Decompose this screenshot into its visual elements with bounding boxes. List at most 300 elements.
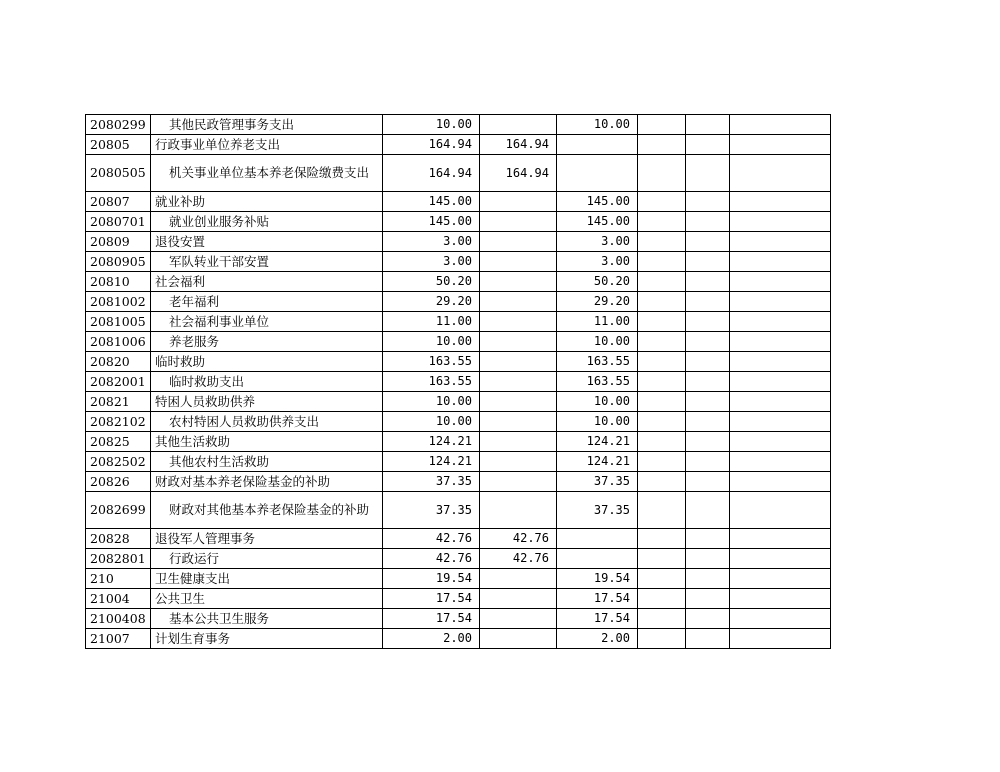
name-text: 临时救助 <box>155 353 206 369</box>
table-row <box>86 412 831 432</box>
total-value: 2.00 <box>443 631 472 645</box>
code-cell <box>86 155 151 192</box>
code-cell <box>86 452 151 472</box>
total-value: 17.54 <box>435 591 472 605</box>
basic-cell <box>480 115 557 135</box>
project-value: 19.54 <box>593 571 630 585</box>
code-text: 2080701 <box>90 213 146 229</box>
empty-cell <box>686 412 730 432</box>
empty-cell <box>686 392 730 412</box>
name-cell <box>151 412 383 432</box>
project-cell <box>557 212 638 232</box>
name-text: 计划生育事务 <box>155 630 231 646</box>
code-text: 21007 <box>90 630 130 646</box>
project-cell <box>557 115 638 135</box>
code-text: 20807 <box>90 193 130 209</box>
table-row <box>86 629 831 649</box>
total-cell <box>383 312 480 332</box>
budget-table-sheet <box>85 114 831 649</box>
basic-cell <box>480 529 557 549</box>
empty-cell <box>638 312 686 332</box>
table-row <box>86 452 831 472</box>
basic-cell <box>480 272 557 292</box>
code-cell <box>86 135 151 155</box>
name-text: 退役军人管理事务 <box>155 530 256 546</box>
code-cell <box>86 232 151 252</box>
project-cell <box>557 492 638 529</box>
empty-cell <box>730 192 831 212</box>
project-value: 11.00 <box>593 314 630 328</box>
total-value: 3.00 <box>443 234 472 248</box>
total-value: 145.00 <box>428 194 472 208</box>
basic-cell <box>480 292 557 312</box>
project-cell <box>557 232 638 252</box>
table-row <box>86 252 831 272</box>
project-value: 2.00 <box>601 631 630 645</box>
name-text: 财政对其他基本养老保险基金的补助 <box>169 502 370 517</box>
code-cell <box>86 529 151 549</box>
total-cell <box>383 549 480 569</box>
project-value: 37.35 <box>593 502 630 517</box>
project-value: 10.00 <box>593 334 630 348</box>
name-cell <box>151 472 383 492</box>
code-text: 2080905 <box>90 253 146 269</box>
name-cell <box>151 492 383 529</box>
basic-cell <box>480 452 557 472</box>
basic-cell <box>480 352 557 372</box>
basic-cell <box>480 212 557 232</box>
basic-cell <box>480 589 557 609</box>
basic-cell <box>480 432 557 452</box>
name-cell <box>151 372 383 392</box>
code-cell <box>86 432 151 452</box>
name-text: 就业创业服务补贴 <box>169 213 270 229</box>
project-value: 10.00 <box>593 394 630 408</box>
project-value: 3.00 <box>601 254 630 268</box>
name-cell <box>151 155 383 192</box>
name-cell <box>151 352 383 372</box>
table-row <box>86 115 831 135</box>
total-cell <box>383 629 480 649</box>
project-cell <box>557 372 638 392</box>
name-text: 养老服务 <box>169 333 220 349</box>
table-row <box>86 609 831 629</box>
empty-cell <box>686 629 730 649</box>
empty-cell <box>730 609 831 629</box>
name-text: 公共卫生 <box>155 590 206 606</box>
project-cell <box>557 472 638 492</box>
empty-cell <box>686 192 730 212</box>
code-cell <box>86 332 151 352</box>
empty-cell <box>686 155 730 192</box>
basic-cell <box>480 232 557 252</box>
basic-cell <box>480 135 557 155</box>
name-text: 行政事业单位养老支出 <box>155 136 281 152</box>
name-cell <box>151 332 383 352</box>
project-value: 163.55 <box>586 374 630 388</box>
total-cell <box>383 569 480 589</box>
total-cell <box>383 115 480 135</box>
code-cell <box>86 212 151 232</box>
code-text: 210 <box>90 570 114 586</box>
name-text: 退役安置 <box>155 233 206 249</box>
name-text: 就业补助 <box>155 193 206 209</box>
basic-cell <box>480 569 557 589</box>
name-cell <box>151 549 383 569</box>
code-text: 2082801 <box>90 550 146 566</box>
code-text: 20826 <box>90 473 130 489</box>
empty-cell <box>686 332 730 352</box>
empty-cell <box>730 472 831 492</box>
basic-value: 164.94 <box>505 137 549 151</box>
empty-cell <box>730 212 831 232</box>
code-text: 20809 <box>90 233 130 249</box>
basic-cell <box>480 312 557 332</box>
name-cell <box>151 569 383 589</box>
table-row <box>86 432 831 452</box>
project-cell <box>557 352 638 372</box>
project-cell <box>557 529 638 549</box>
table-row <box>86 549 831 569</box>
total-cell <box>383 452 480 472</box>
project-value: 50.20 <box>593 274 630 288</box>
total-cell <box>383 529 480 549</box>
code-cell <box>86 292 151 312</box>
code-cell <box>86 609 151 629</box>
table-row <box>86 352 831 372</box>
project-cell <box>557 192 638 212</box>
total-value: 164.94 <box>428 137 472 151</box>
name-text: 老年福利 <box>169 293 220 309</box>
name-text: 其他生活救助 <box>155 433 231 449</box>
empty-cell <box>638 392 686 412</box>
name-cell <box>151 312 383 332</box>
empty-cell <box>638 292 686 312</box>
code-cell <box>86 569 151 589</box>
empty-cell <box>686 212 730 232</box>
total-value: 37.35 <box>435 474 472 488</box>
table-row <box>86 569 831 589</box>
empty-cell <box>730 332 831 352</box>
code-text: 2081005 <box>90 313 146 329</box>
total-value: 50.20 <box>435 274 472 288</box>
code-text: 2080505 <box>90 165 146 181</box>
empty-cell <box>638 549 686 569</box>
project-value: 10.00 <box>593 117 630 131</box>
empty-cell <box>686 252 730 272</box>
code-text: 2082699 <box>90 502 146 518</box>
empty-cell <box>638 472 686 492</box>
project-cell <box>557 412 638 432</box>
total-value: 10.00 <box>435 394 472 408</box>
code-cell <box>86 192 151 212</box>
basic-cell <box>480 412 557 432</box>
basic-cell <box>480 392 557 412</box>
name-text: 卫生健康支出 <box>155 570 231 586</box>
project-cell <box>557 272 638 292</box>
empty-cell <box>686 292 730 312</box>
project-cell <box>557 392 638 412</box>
name-text: 临时救助支出 <box>169 373 245 389</box>
code-cell <box>86 492 151 529</box>
empty-cell <box>686 529 730 549</box>
empty-cell <box>638 232 686 252</box>
total-value: 42.76 <box>435 551 472 565</box>
total-value: 163.55 <box>428 354 472 368</box>
table-row <box>86 232 831 252</box>
name-cell <box>151 115 383 135</box>
name-cell <box>151 529 383 549</box>
empty-cell <box>638 609 686 629</box>
table-row <box>86 392 831 412</box>
empty-cell <box>638 452 686 472</box>
empty-cell <box>730 252 831 272</box>
name-text: 机关事业单位基本养老保险缴费支出 <box>169 165 370 180</box>
basic-cell <box>480 472 557 492</box>
project-value: 29.20 <box>593 294 630 308</box>
empty-cell <box>686 492 730 529</box>
empty-cell <box>638 529 686 549</box>
code-cell <box>86 352 151 372</box>
name-cell <box>151 252 383 272</box>
empty-cell <box>638 115 686 135</box>
total-cell <box>383 372 480 392</box>
project-value: 17.54 <box>593 611 630 625</box>
project-cell <box>557 312 638 332</box>
code-cell <box>86 115 151 135</box>
basic-cell <box>480 372 557 392</box>
total-cell <box>383 412 480 432</box>
empty-cell <box>638 212 686 232</box>
empty-cell <box>730 292 831 312</box>
name-cell <box>151 135 383 155</box>
total-value: 10.00 <box>435 414 472 428</box>
basic-cell <box>480 192 557 212</box>
empty-cell <box>638 589 686 609</box>
code-text: 20820 <box>90 353 130 369</box>
table-row <box>86 192 831 212</box>
table-row <box>86 332 831 352</box>
project-value: 145.00 <box>586 194 630 208</box>
empty-cell <box>730 312 831 332</box>
project-cell <box>557 332 638 352</box>
project-cell <box>557 432 638 452</box>
empty-cell <box>638 135 686 155</box>
code-text: 2082502 <box>90 453 146 469</box>
name-text: 社会福利事业单位 <box>169 313 270 329</box>
code-cell <box>86 372 151 392</box>
empty-cell <box>686 135 730 155</box>
table-row <box>86 272 831 292</box>
empty-cell <box>686 352 730 372</box>
code-cell <box>86 472 151 492</box>
empty-cell <box>686 272 730 292</box>
project-cell <box>557 155 638 192</box>
name-text: 特困人员救助供养 <box>155 393 256 409</box>
empty-cell <box>638 412 686 432</box>
total-cell <box>383 232 480 252</box>
name-cell <box>151 232 383 252</box>
empty-cell <box>730 272 831 292</box>
total-cell <box>383 212 480 232</box>
empty-cell <box>730 589 831 609</box>
empty-cell <box>686 472 730 492</box>
project-cell <box>557 292 638 312</box>
total-cell <box>383 292 480 312</box>
code-text: 2082001 <box>90 373 146 389</box>
empty-cell <box>686 432 730 452</box>
total-cell <box>383 192 480 212</box>
empty-cell <box>638 629 686 649</box>
total-cell <box>383 392 480 412</box>
basic-cell <box>480 492 557 529</box>
total-cell <box>383 135 480 155</box>
code-text: 2080299 <box>90 116 146 132</box>
code-text: 2100408 <box>90 610 146 626</box>
code-cell <box>86 312 151 332</box>
total-cell <box>383 492 480 529</box>
project-value: 3.00 <box>601 234 630 248</box>
code-cell <box>86 549 151 569</box>
name-text: 农村特困人员救助供养支出 <box>169 413 320 429</box>
name-cell <box>151 629 383 649</box>
name-text: 社会福利 <box>155 273 206 289</box>
table-row <box>86 312 831 332</box>
code-cell <box>86 589 151 609</box>
name-cell <box>151 432 383 452</box>
code-text: 2081006 <box>90 333 146 349</box>
total-cell <box>383 272 480 292</box>
empty-cell <box>730 529 831 549</box>
project-value: 37.35 <box>593 474 630 488</box>
name-cell <box>151 589 383 609</box>
empty-cell <box>686 232 730 252</box>
empty-cell <box>638 332 686 352</box>
empty-cell <box>730 492 831 529</box>
basic-cell <box>480 609 557 629</box>
total-value: 145.00 <box>428 214 472 228</box>
empty-cell <box>686 589 730 609</box>
total-value: 11.00 <box>435 314 472 328</box>
code-cell <box>86 392 151 412</box>
total-value: 19.54 <box>435 571 472 585</box>
code-text: 21004 <box>90 590 130 606</box>
basic-cell <box>480 549 557 569</box>
name-cell <box>151 192 383 212</box>
total-value: 3.00 <box>443 254 472 268</box>
basic-cell <box>480 155 557 192</box>
empty-cell <box>686 452 730 472</box>
project-value: 163.55 <box>586 354 630 368</box>
total-value: 37.35 <box>435 502 472 517</box>
project-cell <box>557 135 638 155</box>
basic-cell <box>480 332 557 352</box>
empty-cell <box>730 135 831 155</box>
project-cell <box>557 452 638 472</box>
empty-cell <box>686 569 730 589</box>
total-cell <box>383 332 480 352</box>
empty-cell <box>638 569 686 589</box>
total-cell <box>383 252 480 272</box>
total-value: 124.21 <box>428 454 472 468</box>
empty-cell <box>638 432 686 452</box>
empty-cell <box>730 392 831 412</box>
project-cell <box>557 569 638 589</box>
project-value: 124.21 <box>586 454 630 468</box>
total-value: 29.20 <box>435 294 472 308</box>
table-row <box>86 492 831 529</box>
empty-cell <box>730 115 831 135</box>
name-cell <box>151 272 383 292</box>
total-cell <box>383 432 480 452</box>
code-cell <box>86 272 151 292</box>
empty-cell <box>730 352 831 372</box>
empty-cell <box>638 192 686 212</box>
code-text: 2081002 <box>90 293 146 309</box>
empty-cell <box>686 115 730 135</box>
total-cell <box>383 155 480 192</box>
code-text: 20828 <box>90 530 130 546</box>
code-cell <box>86 252 151 272</box>
table-row <box>86 135 831 155</box>
empty-cell <box>730 549 831 569</box>
table-row <box>86 155 831 192</box>
total-value: 124.21 <box>428 434 472 448</box>
basic-cell <box>480 252 557 272</box>
name-cell <box>151 292 383 312</box>
total-value: 10.00 <box>435 117 472 131</box>
empty-cell <box>638 372 686 392</box>
empty-cell <box>730 629 831 649</box>
empty-cell <box>686 609 730 629</box>
project-value: 17.54 <box>593 591 630 605</box>
code-text: 20805 <box>90 136 130 152</box>
code-cell <box>86 629 151 649</box>
project-cell <box>557 589 638 609</box>
budget-table <box>85 114 831 649</box>
empty-cell <box>730 372 831 392</box>
name-cell <box>151 392 383 412</box>
table-row <box>86 529 831 549</box>
code-text: 20810 <box>90 273 130 289</box>
basic-cell <box>480 629 557 649</box>
empty-cell <box>730 155 831 192</box>
empty-cell <box>730 412 831 432</box>
project-cell <box>557 252 638 272</box>
basic-value: 42.76 <box>512 551 549 565</box>
name-text: 行政运行 <box>169 550 220 566</box>
empty-cell <box>686 312 730 332</box>
name-text: 其他民政管理事务支出 <box>169 116 295 132</box>
table-row <box>86 589 831 609</box>
total-value: 10.00 <box>435 334 472 348</box>
total-cell <box>383 589 480 609</box>
table-row <box>86 292 831 312</box>
total-value: 17.54 <box>435 611 472 625</box>
total-cell <box>383 609 480 629</box>
empty-cell <box>638 252 686 272</box>
project-cell <box>557 629 638 649</box>
name-cell <box>151 609 383 629</box>
project-value: 145.00 <box>586 214 630 228</box>
name-text: 基本公共卫生服务 <box>169 610 270 626</box>
empty-cell <box>686 549 730 569</box>
empty-cell <box>730 432 831 452</box>
total-value: 42.76 <box>435 531 472 545</box>
empty-cell <box>638 272 686 292</box>
name-cell <box>151 452 383 472</box>
table-row <box>86 372 831 392</box>
